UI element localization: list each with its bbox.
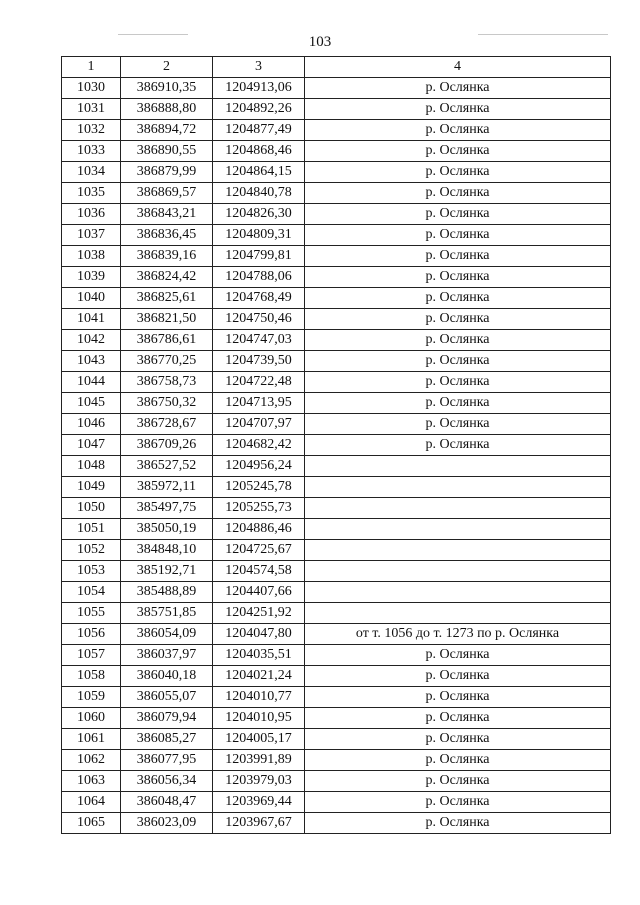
point-number-cell: 1032: [62, 120, 121, 141]
y-coordinate-cell: 1204840,78: [213, 183, 305, 204]
point-number-cell: 1051: [62, 519, 121, 540]
description-cell: р. Ослянка: [305, 120, 611, 141]
x-coordinate-cell: 386890,55: [121, 141, 213, 162]
x-coordinate-cell: 386910,35: [121, 78, 213, 99]
y-coordinate-cell: 1205245,78: [213, 477, 305, 498]
x-coordinate-cell: 386770,25: [121, 351, 213, 372]
coordinates-table: [61, 56, 611, 834]
description-cell: р. Ослянка: [305, 288, 611, 309]
y-coordinate-cell: 1204868,46: [213, 141, 305, 162]
description-cell: р. Ослянка: [305, 99, 611, 120]
y-coordinate-cell: 1204010,77: [213, 687, 305, 708]
point-number-cell: 1037: [62, 225, 121, 246]
x-coordinate-cell: 385751,85: [121, 603, 213, 624]
table-header-row: [62, 57, 611, 78]
point-number-cell: 1063: [62, 771, 121, 792]
table-row: [62, 603, 611, 624]
description-cell: р. Ослянка: [305, 141, 611, 162]
table-row: [62, 414, 611, 435]
y-coordinate-cell: 1204725,67: [213, 540, 305, 561]
x-coordinate-cell: 386023,09: [121, 813, 213, 834]
table-body: [62, 78, 611, 834]
point-number-cell: 1049: [62, 477, 121, 498]
description-cell: р. Ослянка: [305, 813, 611, 834]
description-cell: р. Ослянка: [305, 771, 611, 792]
table-row: [62, 372, 611, 393]
column-header-description: 4: [305, 57, 611, 78]
table-row: [62, 351, 611, 372]
point-number-cell: 1040: [62, 288, 121, 309]
table-row: [62, 498, 611, 519]
table-row: [62, 561, 611, 582]
x-coordinate-cell: 385192,71: [121, 561, 213, 582]
description-cell: р. Ослянка: [305, 162, 611, 183]
description-cell: р. Ослянка: [305, 666, 611, 687]
table-row: [62, 645, 611, 666]
y-coordinate-cell: 1204768,49: [213, 288, 305, 309]
x-coordinate-cell: 385488,89: [121, 582, 213, 603]
x-coordinate-cell: 386079,94: [121, 708, 213, 729]
table-row: [62, 204, 611, 225]
x-coordinate-cell: 386839,16: [121, 246, 213, 267]
point-number-cell: 1036: [62, 204, 121, 225]
x-coordinate-cell: 386037,97: [121, 645, 213, 666]
x-coordinate-cell: 386040,18: [121, 666, 213, 687]
table-row: [62, 309, 611, 330]
description-cell: р. Ослянка: [305, 687, 611, 708]
table-row: [62, 120, 611, 141]
point-number-cell: 1045: [62, 393, 121, 414]
description-cell: [305, 477, 611, 498]
y-coordinate-cell: 1204005,17: [213, 729, 305, 750]
x-coordinate-cell: 386758,73: [121, 372, 213, 393]
description-cell: [305, 456, 611, 477]
description-cell: р. Ослянка: [305, 435, 611, 456]
x-coordinate-cell: 386888,80: [121, 99, 213, 120]
table-row: [62, 225, 611, 246]
x-coordinate-cell: 386869,57: [121, 183, 213, 204]
y-coordinate-cell: 1204864,15: [213, 162, 305, 183]
y-coordinate-cell: 1204877,49: [213, 120, 305, 141]
point-number-cell: 1053: [62, 561, 121, 582]
table-row: [62, 162, 611, 183]
description-cell: р. Ослянка: [305, 729, 611, 750]
description-cell: р. Ослянка: [305, 246, 611, 267]
y-coordinate-cell: 1204747,03: [213, 330, 305, 351]
description-cell: р. Ослянка: [305, 372, 611, 393]
description-cell: р. Ослянка: [305, 351, 611, 372]
y-coordinate-cell: 1205255,73: [213, 498, 305, 519]
description-cell: р. Ослянка: [305, 78, 611, 99]
x-coordinate-cell: 385972,11: [121, 477, 213, 498]
description-cell: от т. 1056 до т. 1273 по р. Ослянка: [305, 624, 611, 645]
point-number-cell: 1042: [62, 330, 121, 351]
description-cell: [305, 540, 611, 561]
point-number-cell: 1060: [62, 708, 121, 729]
description-cell: [305, 582, 611, 603]
x-coordinate-cell: 386824,42: [121, 267, 213, 288]
description-cell: р. Ослянка: [305, 225, 611, 246]
table-row: [62, 729, 611, 750]
x-coordinate-cell: 386879,99: [121, 162, 213, 183]
point-number-cell: 1034: [62, 162, 121, 183]
y-coordinate-cell: 1204035,51: [213, 645, 305, 666]
point-number-cell: 1033: [62, 141, 121, 162]
x-coordinate-cell: 386077,95: [121, 750, 213, 771]
y-coordinate-cell: 1203979,03: [213, 771, 305, 792]
description-cell: р. Ослянка: [305, 708, 611, 729]
x-coordinate-cell: 386843,21: [121, 204, 213, 225]
y-coordinate-cell: 1204010,95: [213, 708, 305, 729]
table-row: [62, 771, 611, 792]
y-coordinate-cell: 1204047,80: [213, 624, 305, 645]
table-row: [62, 687, 611, 708]
point-number-cell: 1057: [62, 645, 121, 666]
table-row: [62, 477, 611, 498]
description-cell: р. Ослянка: [305, 267, 611, 288]
x-coordinate-cell: 385050,19: [121, 519, 213, 540]
point-number-cell: 1061: [62, 729, 121, 750]
y-coordinate-cell: 1204713,95: [213, 393, 305, 414]
table-row: [62, 99, 611, 120]
point-number-cell: 1058: [62, 666, 121, 687]
point-number-cell: 1062: [62, 750, 121, 771]
description-cell: р. Ослянка: [305, 393, 611, 414]
x-coordinate-cell: 386728,67: [121, 414, 213, 435]
table-row: [62, 141, 611, 162]
table-row: [62, 183, 611, 204]
table-row: [62, 666, 611, 687]
x-coordinate-cell: 386821,50: [121, 309, 213, 330]
table-row: [62, 708, 611, 729]
x-coordinate-cell: 386894,72: [121, 120, 213, 141]
point-number-cell: 1035: [62, 183, 121, 204]
description-cell: р. Ослянка: [305, 330, 611, 351]
point-number-cell: 1052: [62, 540, 121, 561]
point-number-cell: 1041: [62, 309, 121, 330]
table-row: [62, 246, 611, 267]
table-row: [62, 540, 611, 561]
description-cell: р. Ослянка: [305, 183, 611, 204]
table-row: [62, 78, 611, 99]
table-row: [62, 330, 611, 351]
point-number-cell: 1050: [62, 498, 121, 519]
point-number-cell: 1030: [62, 78, 121, 99]
table-row: [62, 456, 611, 477]
table-row: [62, 624, 611, 645]
y-coordinate-cell: 1204886,46: [213, 519, 305, 540]
point-number-cell: 1044: [62, 372, 121, 393]
point-number-cell: 1065: [62, 813, 121, 834]
table-row: [62, 267, 611, 288]
description-cell: р. Ослянка: [305, 309, 611, 330]
point-number-cell: 1059: [62, 687, 121, 708]
table-row: [62, 288, 611, 309]
x-coordinate-cell: 386085,27: [121, 729, 213, 750]
description-cell: р. Ослянка: [305, 204, 611, 225]
point-number-cell: 1064: [62, 792, 121, 813]
y-coordinate-cell: 1204799,81: [213, 246, 305, 267]
y-coordinate-cell: 1204750,46: [213, 309, 305, 330]
y-coordinate-cell: 1204407,66: [213, 582, 305, 603]
x-coordinate-cell: 386054,09: [121, 624, 213, 645]
y-coordinate-cell: 1204809,31: [213, 225, 305, 246]
x-coordinate-cell: 386709,26: [121, 435, 213, 456]
point-number-cell: 1038: [62, 246, 121, 267]
point-number-cell: 1048: [62, 456, 121, 477]
table-row: [62, 813, 611, 834]
description-cell: [305, 561, 611, 582]
description-cell: р. Ослянка: [305, 750, 611, 771]
table-row: [62, 750, 611, 771]
table-row: [62, 393, 611, 414]
y-coordinate-cell: 1204892,26: [213, 99, 305, 120]
table-row: [62, 792, 611, 813]
description-cell: [305, 498, 611, 519]
x-coordinate-cell: 386825,61: [121, 288, 213, 309]
y-coordinate-cell: 1204913,06: [213, 78, 305, 99]
table-row: [62, 519, 611, 540]
description-cell: [305, 519, 611, 540]
x-coordinate-cell: 386527,52: [121, 456, 213, 477]
description-cell: [305, 603, 611, 624]
y-coordinate-cell: 1204021,24: [213, 666, 305, 687]
y-coordinate-cell: 1204722,48: [213, 372, 305, 393]
x-coordinate-cell: 386750,32: [121, 393, 213, 414]
point-number-cell: 1056: [62, 624, 121, 645]
table-row: [62, 582, 611, 603]
point-number-cell: 1039: [62, 267, 121, 288]
column-header-point: 1: [62, 57, 121, 78]
x-coordinate-cell: 386048,47: [121, 792, 213, 813]
x-coordinate-cell: 386056,34: [121, 771, 213, 792]
x-coordinate-cell: 386786,61: [121, 330, 213, 351]
y-coordinate-cell: 1204826,30: [213, 204, 305, 225]
y-coordinate-cell: 1203991,89: [213, 750, 305, 771]
x-coordinate-cell: 385497,75: [121, 498, 213, 519]
description-cell: р. Ослянка: [305, 792, 611, 813]
y-coordinate-cell: 1204574,58: [213, 561, 305, 582]
y-coordinate-cell: 1203969,44: [213, 792, 305, 813]
point-number-cell: 1055: [62, 603, 121, 624]
x-coordinate-cell: 384848,10: [121, 540, 213, 561]
point-number-cell: 1054: [62, 582, 121, 603]
y-coordinate-cell: 1204739,50: [213, 351, 305, 372]
point-number-cell: 1031: [62, 99, 121, 120]
column-header-x: 2: [121, 57, 213, 78]
table-row: [62, 435, 611, 456]
description-cell: р. Ослянка: [305, 414, 611, 435]
description-cell: р. Ослянка: [305, 645, 611, 666]
y-coordinate-cell: 1204956,24: [213, 456, 305, 477]
page-number: 103: [308, 34, 332, 50]
y-coordinate-cell: 1204707,97: [213, 414, 305, 435]
point-number-cell: 1043: [62, 351, 121, 372]
x-coordinate-cell: 386836,45: [121, 225, 213, 246]
x-coordinate-cell: 386055,07: [121, 687, 213, 708]
y-coordinate-cell: 1203967,67: [213, 813, 305, 834]
column-header-y: 3: [213, 57, 305, 78]
y-coordinate-cell: 1204682,42: [213, 435, 305, 456]
point-number-cell: 1046: [62, 414, 121, 435]
point-number-cell: 1047: [62, 435, 121, 456]
y-coordinate-cell: 1204251,92: [213, 603, 305, 624]
y-coordinate-cell: 1204788,06: [213, 267, 305, 288]
